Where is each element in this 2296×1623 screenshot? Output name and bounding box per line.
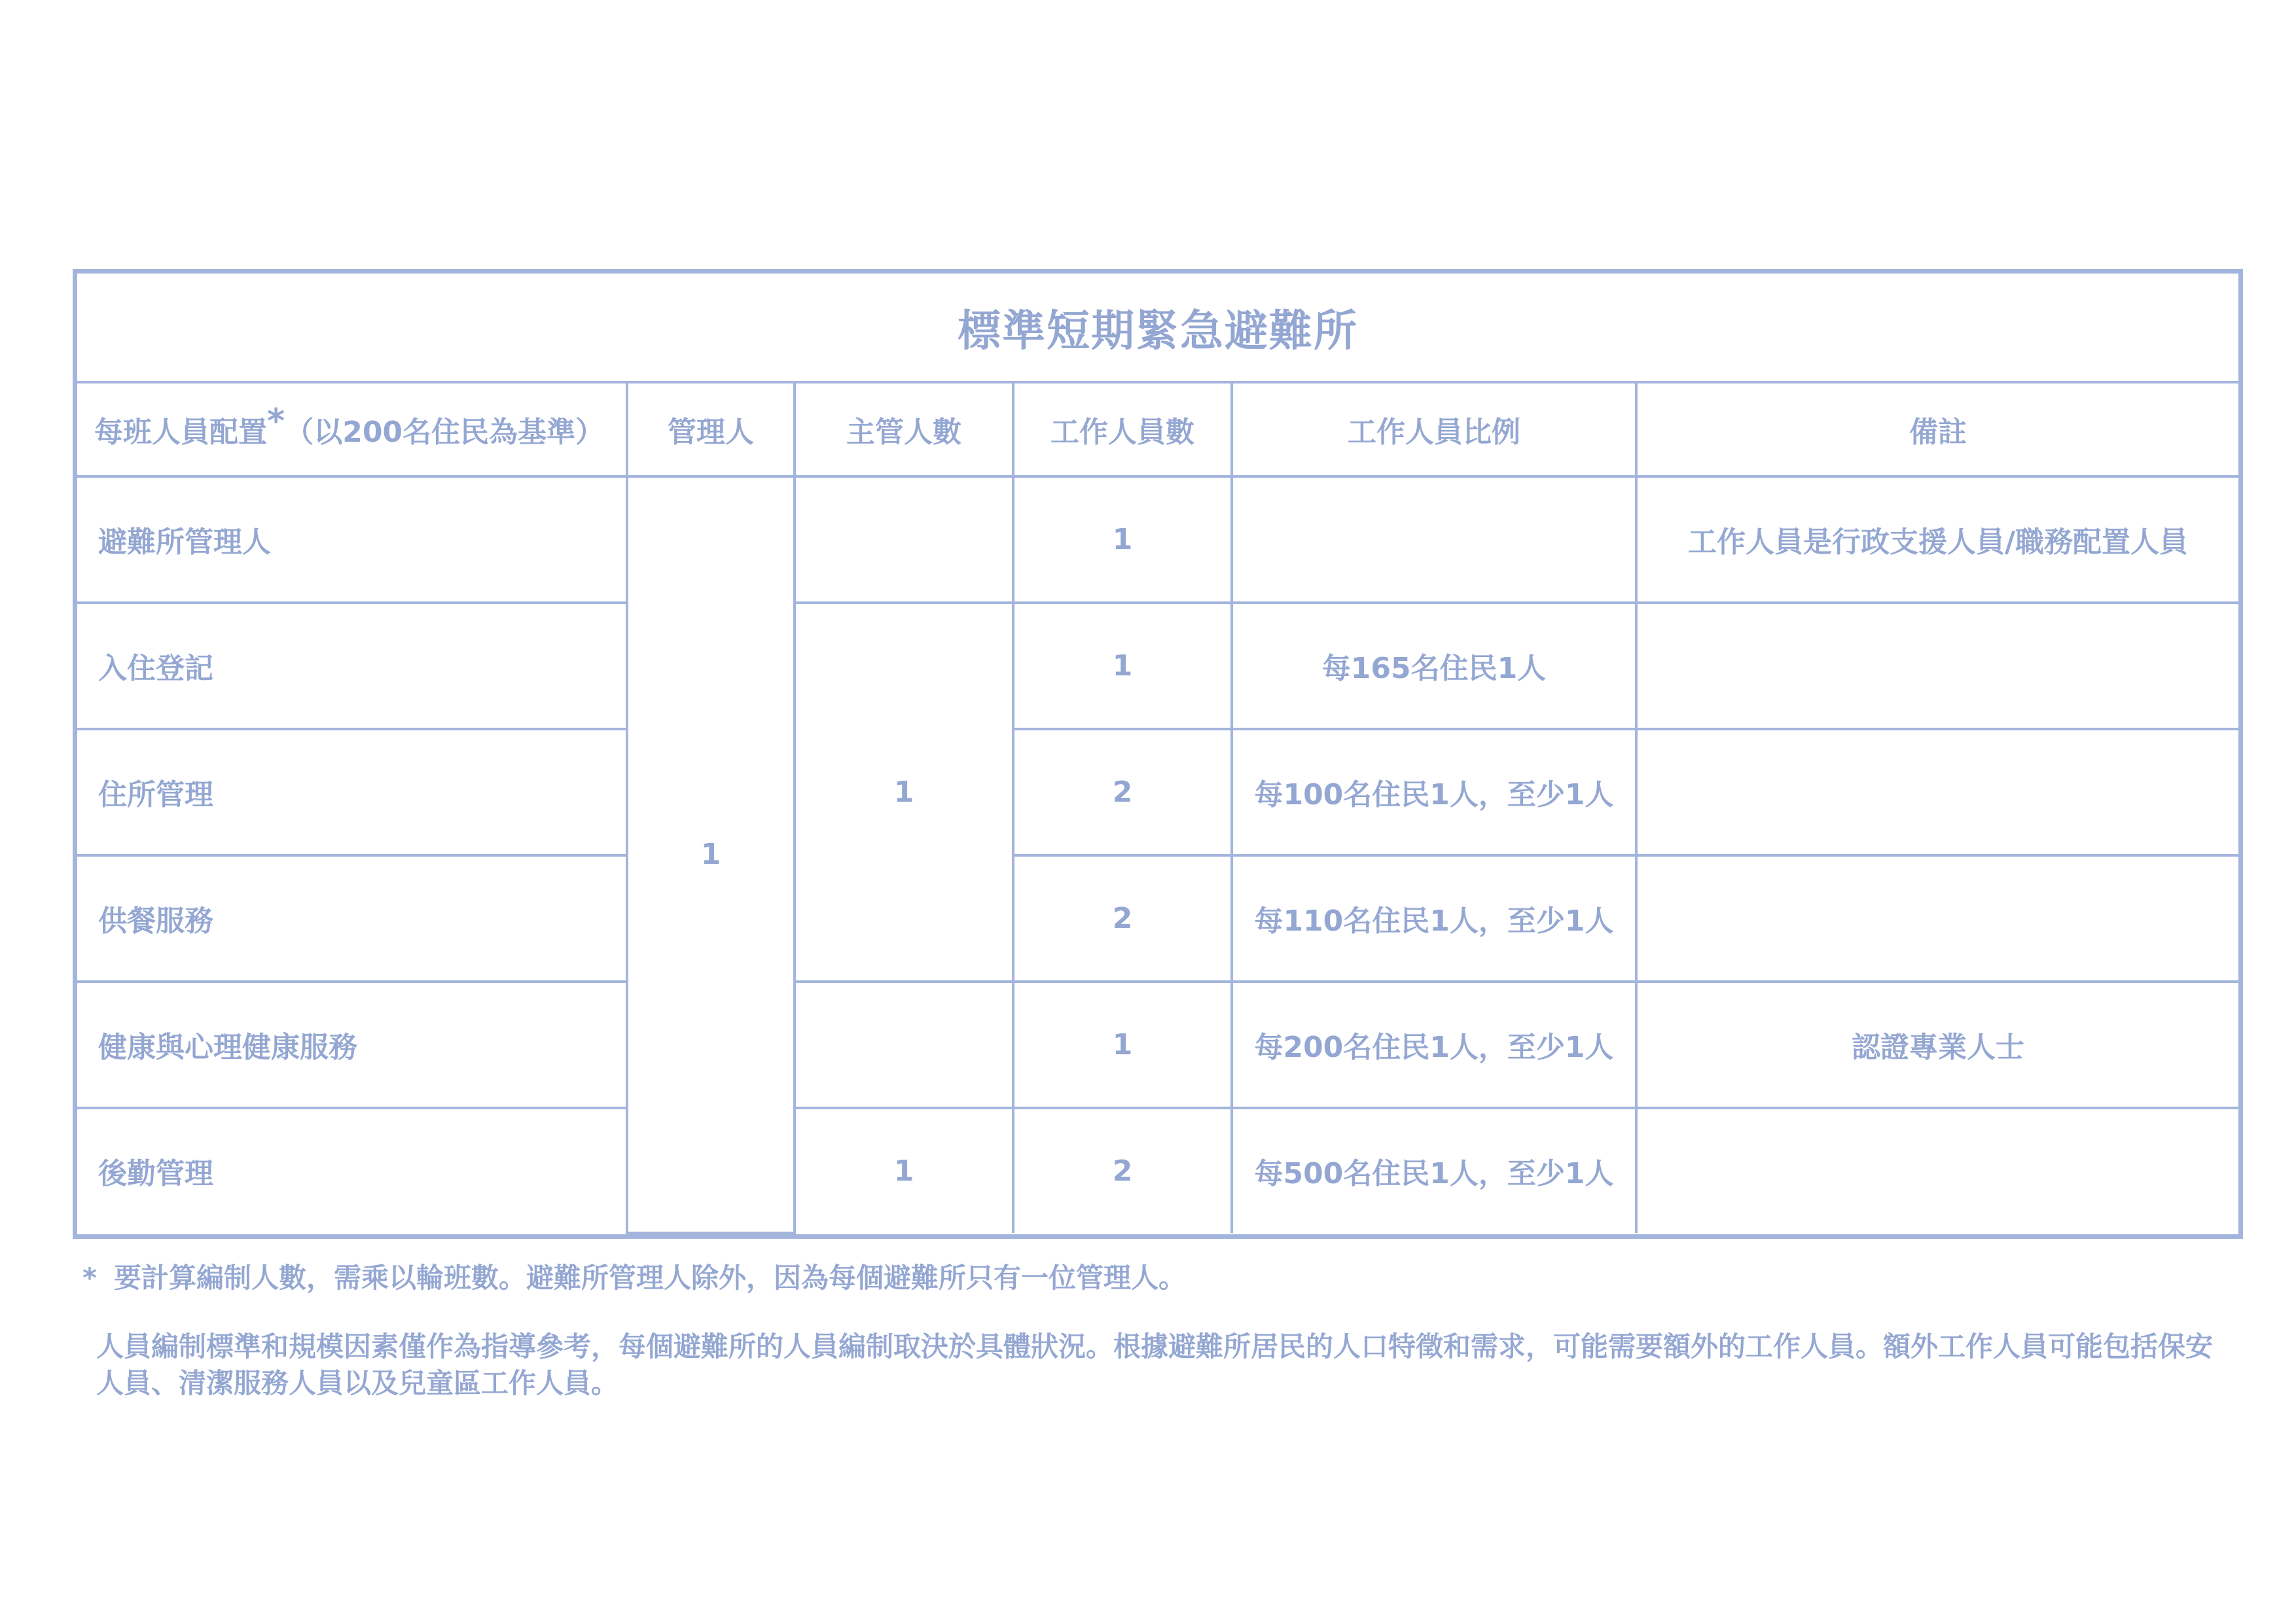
table-row [77,855,2238,982]
row-staff-count: 1 [1013,476,1232,603]
row-ratio: 每165名住民1人 [1232,603,1636,729]
header-role-label: 每班人員配置 [94,415,267,449]
row-staff-count: 2 [1013,1108,1232,1233]
row-remarks [1636,855,2238,982]
table-row [77,476,2238,603]
header-staff-count: 工作人員數 [1013,382,1232,476]
row-ratio: 每500名住民1人，至少1人 [1232,1108,1636,1233]
supervisor-cell-empty [795,476,1013,603]
row-remarks [1636,729,2238,855]
table-title: 標準短期緊急避難所 [77,274,2238,382]
row-role: 住所管理 [77,729,627,855]
header-manager: 管理人 [627,382,795,476]
row-staff-count: 2 [1013,855,1232,982]
manager-count-cell: 1 [627,476,795,1233]
row-staff-count: 1 [1013,603,1232,729]
supervisor-count-cell: 1 [795,603,1013,982]
table-row [77,1108,2238,1233]
header-role-star: * [267,401,285,441]
footnote-mark: * [82,1262,97,1294]
row-role: 後勤管理 [77,1108,627,1233]
table-row [77,603,2238,729]
row-staff-count: 1 [1013,982,1232,1108]
row-staff-count: 2 [1013,729,1232,855]
row-remarks [1636,603,2238,729]
supervisor-cell-empty [795,982,1013,1108]
table-row [77,729,2238,855]
header-remarks: 備註 [1636,382,2238,476]
row-role: 供餐服務 [77,855,627,982]
header-staff-ratio: 工作人員比例 [1232,382,1636,476]
header-supervisors: 主管人數 [795,382,1013,476]
row-ratio [1232,476,1636,603]
staffing-table [77,274,2238,1234]
row-remarks: 工作人員是行政支援人員/職務配置人員 [1636,476,2238,603]
row-ratio: 每100名住民1人，至少1人 [1232,729,1636,855]
guidance-note: 人員編制標準和規模因素僅作為指導參考，每個避難所的人員編制取決於具體狀況。根據避難所居民的人口特徵和需求，可能需要額外的工作人員。額外工作人員可能包括保安人員、清潔服務人員以及兒童區工作人員。 [96,1330,2214,1399]
header-role [77,382,627,476]
row-remarks: 認證專業人士 [1636,982,2238,1108]
row-remarks [1636,1108,2238,1233]
supervisor-count-cell: 1 [795,1108,1013,1233]
footnote [82,1257,1186,1296]
row-role: 健康與心理健康服務 [77,982,627,1108]
row-role: 避難所管理人 [77,476,627,603]
staffing-table-frame [73,269,2243,1239]
row-role: 入住登記 [77,603,627,729]
footnote-text: 要計算編制人數，需乘以輪班數。避難所管理人除外，因為每個避難所只有一位管理人。 [113,1262,1186,1294]
header-role-suffix: （以200名住民為基準） [285,415,605,449]
row-ratio: 每200名住民1人，至少1人 [1232,982,1636,1108]
table-row [77,982,2238,1108]
row-ratio: 每110名住民1人，至少1人 [1232,855,1636,982]
